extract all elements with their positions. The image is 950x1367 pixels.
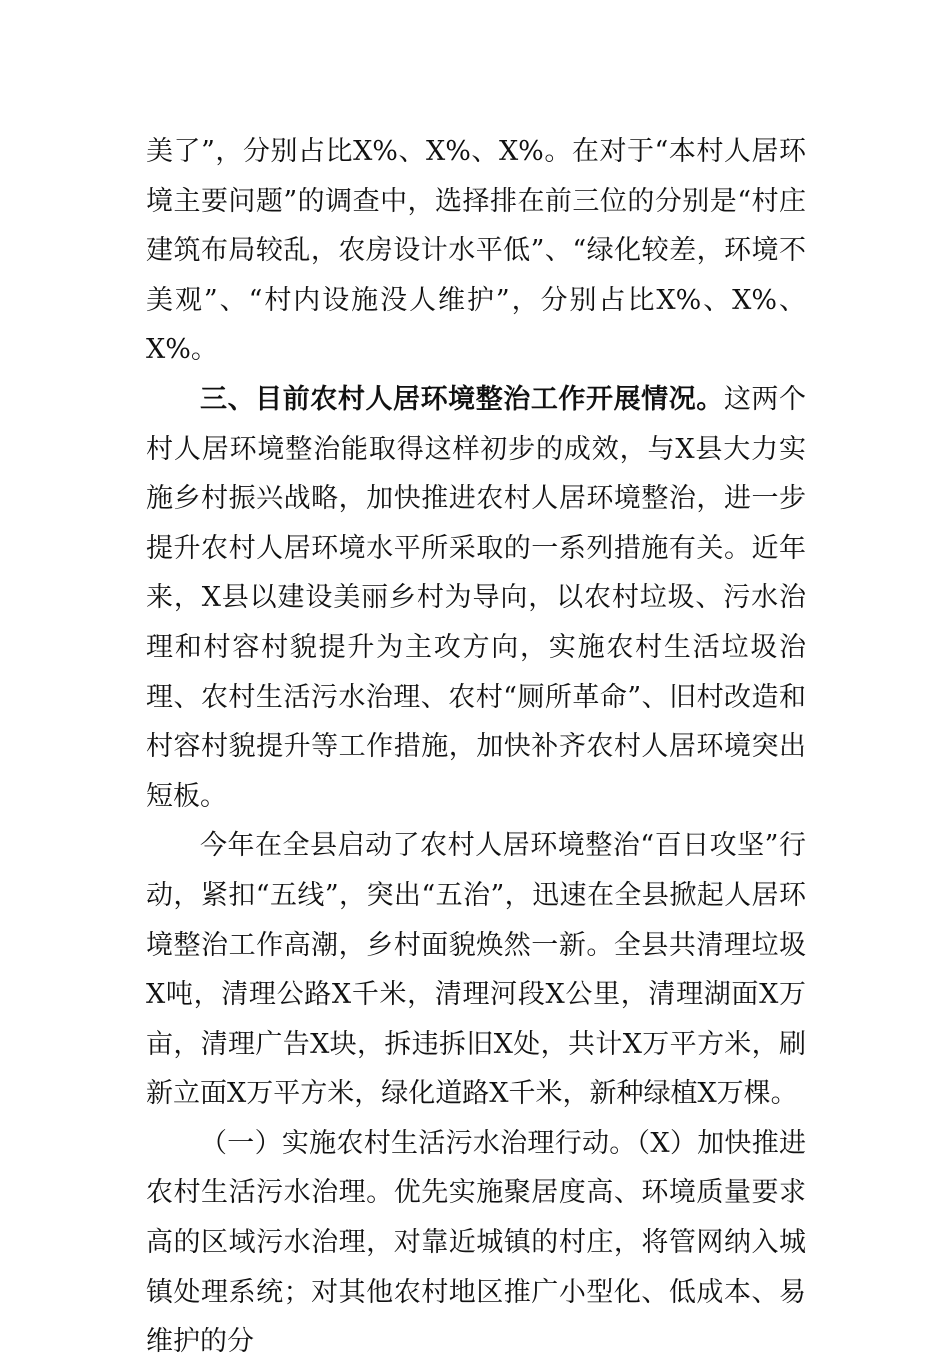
paragraph-survey-results bbox=[146, 127, 806, 375]
document-body bbox=[146, 127, 806, 1367]
paragraph-section-three bbox=[146, 375, 806, 821]
paragraph-sewage-treatment bbox=[146, 1119, 806, 1367]
paragraph-text: 今年在全县启动了农村人居环境整治“百日攻坚”行动，紧扣“五线”，突出“五治”，迅速在全县掀起人居环境整治工作高潮，乡村面貌焕然一新。全县共清理垃圾X吨，清理公路X千米，清理河段X公里，清理湖面X万亩，清理广告X块，拆违拆旧X处，共计X万平方米，刷新立面X万平方米，绿化道路X千米，新种绿植X万棵。 bbox=[146, 830, 806, 1110]
paragraph-text: （一）实施农村生活污水治理行动。（X）加快推进农村生活污水治理。优先实施聚居度高、环境质量要求高的区域污水治理，对靠近城镇的村庄，将管网纳入城镇处理系统；对其他农村地区推广小型化、低成本、易维护的分 bbox=[146, 1127, 806, 1358]
paragraph-hundred-days-campaign bbox=[146, 821, 806, 1119]
paragraph-text: 这两个村人居环境整治能取得这样初步的成效，与X县大力实施乡村振兴战略，加快推进农村人居环境整治，进一步提升农村人居环境水平所采取的一系列措施有关。近年来，X县以建设美丽乡村为导向，以农村垃圾、污水治理和村容村貌提升为主攻方向，实施农村生活垃圾治理、农村生活污水治理、农村“厕所革命”、旧村改造和村容村貌提升等工作措施，加快补齐农村人居环境突出短板。 bbox=[146, 383, 807, 812]
section-heading: 三、目前农村人居环境整治工作开展情况。 bbox=[200, 383, 724, 415]
paragraph-text: 美了”，分别占比X%、X%、X%。在对于“本村人居环境主要问题”的调查中，选择排在前三位的分别是“村庄建筑布局较乱，农房设计水平低”、“绿化较差，环境不美观”、“村内设施没人维护”，分别占比X%、X%、X%。 bbox=[146, 136, 806, 366]
